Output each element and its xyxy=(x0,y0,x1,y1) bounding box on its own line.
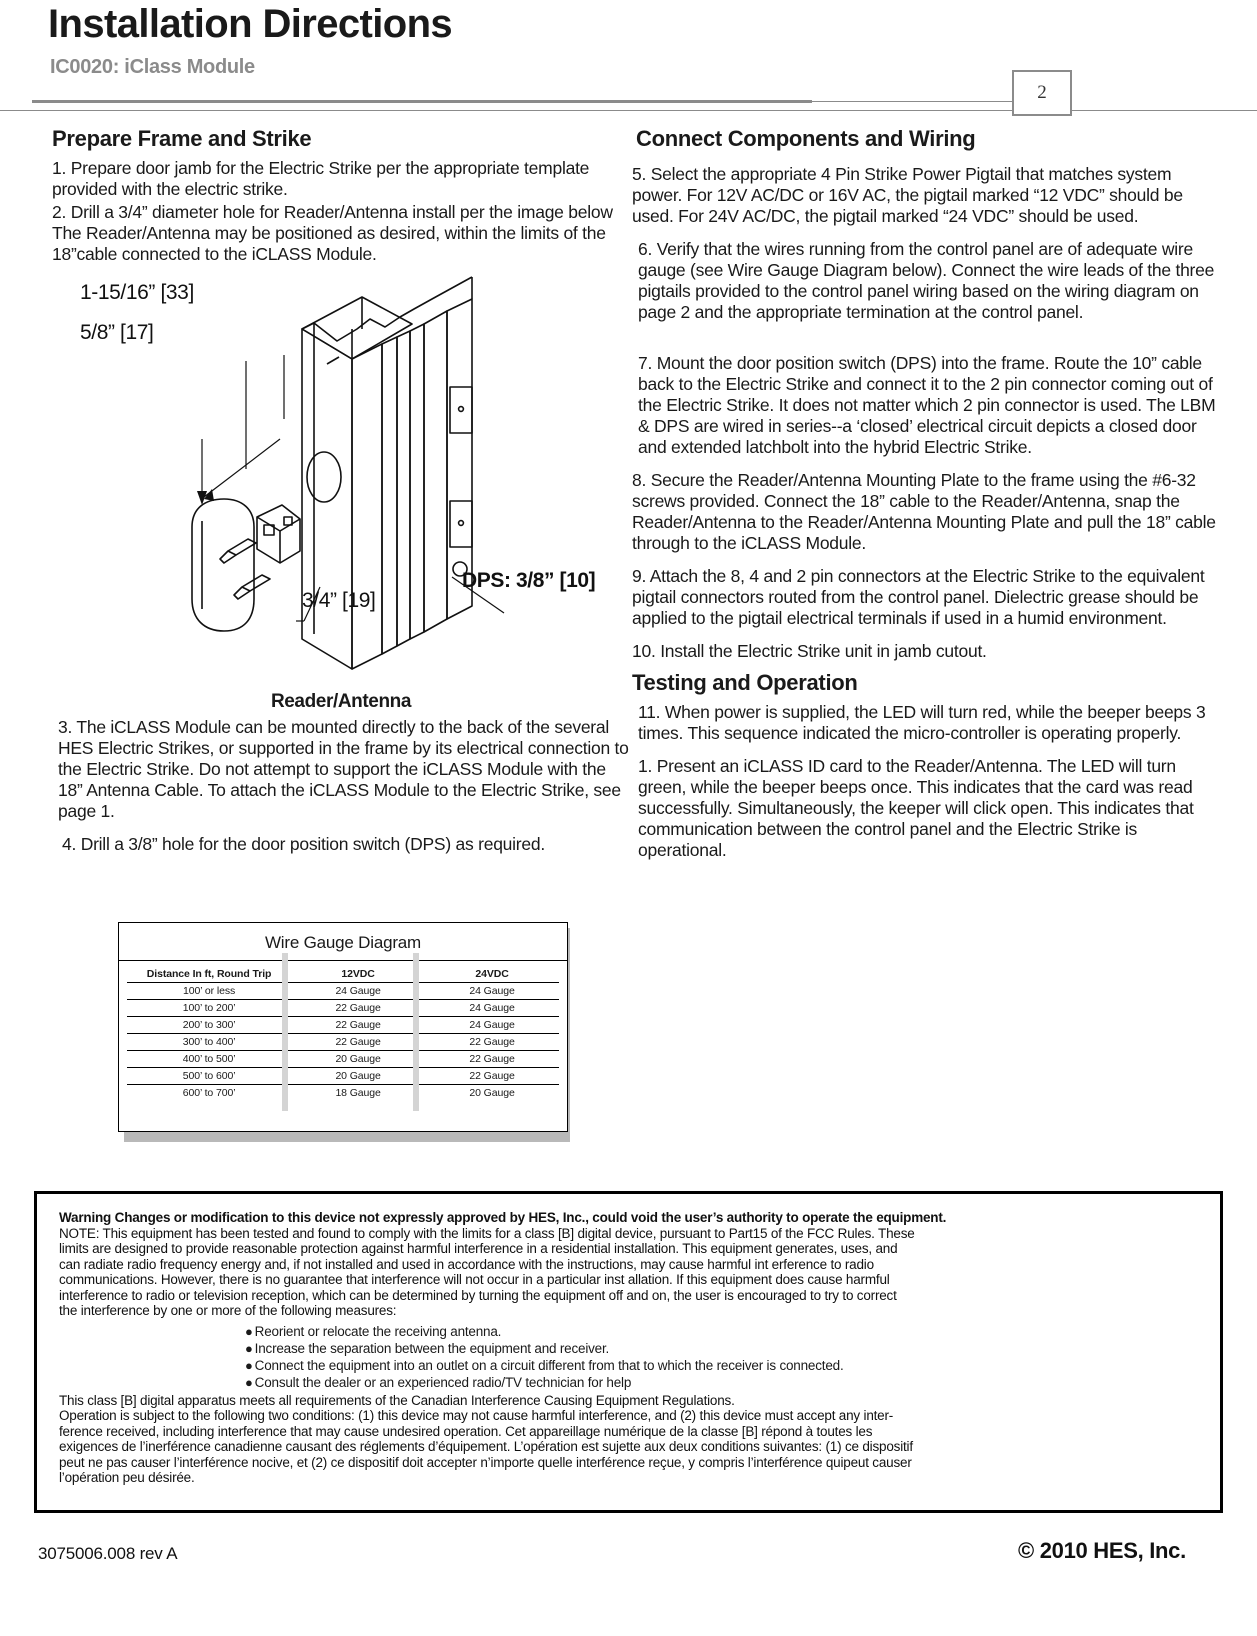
left-column xyxy=(52,126,630,857)
page-subtitle: IC0020: iClass Module xyxy=(50,56,255,78)
cell-12vdc: 22 Gauge xyxy=(291,1000,425,1017)
header-rule-connector xyxy=(812,101,1012,102)
list-item-label: Consult the dealer or an experienced radio/TV technician for help xyxy=(254,1374,632,1390)
cell-24vdc: 20 Gauge xyxy=(469,1087,515,1099)
cell-24vdc: 22 Gauge xyxy=(425,1051,559,1068)
step-9-text: 9. Attach the 8, 4 and 2 pin connectors at the Electric Strike to the equivalent pigtail connectors routed from the control panel. Dielectric grease should be applied to the pigtail electrical terminals if used in a humid environment. xyxy=(632,566,1205,628)
list-item xyxy=(59,1357,1202,1374)
cell-24vdc: 24 Gauge xyxy=(425,1000,559,1017)
cell-24vdc: 22 Gauge xyxy=(425,1034,559,1051)
warning-note-line-5: interference to radio or television reception, which can be determined by turning the equipment off and on, the user is encouraged to try to correct xyxy=(59,1287,897,1303)
step-7-text: 7. Mount the door position switch (DPS) into the frame. Route the 10” cable back to the Electric Strike and connect it to the 2 pin connector coming out of the Electric Strike. It does not matter which 2 pin connector is used. The LBM & DPS are wired in series--a ‘closed’ electrical circuit depicts a closed door and extended latchbolt into the hybrid Electric Strike. xyxy=(638,353,1216,457)
wire-gauge-diagram xyxy=(118,922,570,1142)
step-10-text: 10. Install the Electric Strike unit in jamb cutout. xyxy=(632,641,987,661)
table-row xyxy=(127,1085,559,1102)
warning-canadian-line-3: ference received, including interference that may cause undesired operation. Cet appareillage numérique de la classe [B] répond à toutes les xyxy=(59,1423,873,1439)
warning-canadian-line-2: Operation is subject to the following two conditions: (1) this device may not cause harmful interference, and (2) this device must accept any inter- xyxy=(59,1408,894,1423)
step-4-text: 4. Drill a 3/8” hole for the door position switch (DPS) as required. xyxy=(62,834,545,854)
warning-canadian-line-1: This class [B] digital apparatus meets all requirements of the Canadian Interference Causing Equipment Regulations. xyxy=(59,1392,735,1408)
cell-12vdc: 20 Gauge xyxy=(291,1068,425,1085)
step-1-text: 1. Prepare door jamb for the Electric Strike per the appropriate template provided with the electric strike. xyxy=(52,158,590,199)
step-12-text: 1. Present an iCLASS ID card to the Reader/Antenna. The LED will turn green, while the beeper beeps once. This indicates that the card was read successfully. Simultaneously, the keeper will click open. This indicates that communication between the control panel and the Electric Strike is operational. xyxy=(638,756,1194,860)
cell-12vdc: 22 Gauge xyxy=(291,1034,425,1051)
table-row xyxy=(127,1017,559,1034)
cell-distance: 100’ or less xyxy=(127,983,291,1000)
section-heading-testing-operation: Testing and Operation xyxy=(632,670,858,695)
dimension-label-bottom: 3/4” [19] xyxy=(302,589,376,612)
dimension-label-dps: DPS: 3/8” [10] xyxy=(462,569,596,592)
step-8-text: 8. Secure the Reader/Antenna Mounting Plate to the frame using the #6-32 screws provided. Connect the 18” cable to the Reader/Antenna, snap the Reader/Antenna to the Reader/Antenna Mounting Plate and pull the 18” cable through to the iCLASS Module. xyxy=(632,470,1216,553)
warning-note-line-2: limits are designed to provide reasonable protection against harmful interference in a residential installation. This equipment generates, uses, and xyxy=(59,1241,898,1256)
cell-distance: 400’ to 500’ xyxy=(127,1051,291,1068)
bullet-icon: ● xyxy=(245,1357,253,1373)
bullet-icon: ● xyxy=(245,1374,253,1390)
step-11-text: 11. When power is supplied, the LED will turn red, while the beeper beeps 3 times. This sequence indicated the micro-controller is operating properly. xyxy=(638,702,1206,743)
column-header-24vdc: 24VDC xyxy=(425,966,559,983)
step-2-text: 2. Drill a 3/4” diameter hole for Reader/Antenna install per the image below The Reader/Antenna may be positioned as desired, within the limits of the 18”cable connected to the iCLASS Module. xyxy=(52,202,613,264)
cell-24vdc: 24 Gauge xyxy=(425,1017,559,1034)
column-header-12vdc: 12VDC xyxy=(291,966,425,983)
table-row xyxy=(127,1051,559,1068)
footer-document-id: 3075006.008 rev A xyxy=(38,1544,178,1563)
step-3-text: 3. The iCLASS Module can be mounted directly to the back of the several HES Electric Strikes, or supported in the frame by its electrical connection to the Electric Strike. Do not attempt to support the iCLASS Module with the 18” Antenna Cable. To attach the iCLASS Module to the Electric Strike, see page 1. xyxy=(58,717,629,821)
page-number-badge: 2 xyxy=(1012,70,1072,116)
table-header-row xyxy=(127,966,559,983)
wire-gauge-box xyxy=(118,922,568,1132)
cell-24vdc: 24 Gauge xyxy=(425,983,559,1000)
table-row xyxy=(127,1068,559,1085)
right-column xyxy=(632,126,1222,863)
frame-strike-diagram xyxy=(52,269,630,689)
diagram-caption-reader-antenna: Reader/Antenna xyxy=(270,691,412,712)
table-divider-1 xyxy=(282,953,288,1111)
table-row xyxy=(127,983,559,1000)
cell-distance: 500’ to 600’ xyxy=(127,1068,291,1085)
table-row xyxy=(127,1034,559,1051)
cell-12vdc: 18 Gauge xyxy=(335,1087,381,1099)
warning-canadian-line-4: exigences de l’inerférence canadienne causant des réglements d’équipement. L’opération est sujette aux deux conditions suivantes: (1) ce dispositif xyxy=(59,1439,913,1454)
warning-canadian-line-5: peut ne pas causer l’interférence nocive, et (2) ce dispositif doit accepter n’importe quelle interférence reçue, y compris l’interférence quipeut causer xyxy=(59,1454,912,1470)
warning-note-line-6: the interference by one or more of the following measures: xyxy=(59,1303,397,1318)
dimension-label-second: 5/8” [17] xyxy=(80,321,154,344)
table-row xyxy=(127,1000,559,1017)
list-item-label: Reorient or relocate the receiving antenna. xyxy=(254,1323,502,1339)
list-item xyxy=(59,1323,1202,1340)
table-divider-2 xyxy=(413,953,419,1111)
list-item xyxy=(59,1374,1202,1391)
list-item-label: Connect the equipment into an outlet on a circuit different from that to which the receiver is connected. xyxy=(254,1357,844,1373)
warning-note-line-4: communications. However, there is no guarantee that interference will not occur in a particular inst allation. If this equipment does cause harmful xyxy=(59,1272,890,1287)
warning-note-line-1: NOTE: This equipment has been tested and found to comply with the limits for a class [B] digital device, pursuant to Part15 of the FCC Rules. These xyxy=(59,1225,915,1241)
cell-distance: 100’ to 200’ xyxy=(127,1000,291,1017)
cell-12vdc: 20 Gauge xyxy=(291,1051,425,1068)
bullet-icon: ● xyxy=(245,1340,253,1356)
wire-gauge-table xyxy=(127,966,559,1101)
warning-canadian-line-6: l’opération peu désirée. xyxy=(59,1470,195,1485)
header-rule-thick xyxy=(32,100,812,103)
cell-distance: 300’ to 400’ xyxy=(127,1034,291,1051)
list-item-label: Increase the separation between the equipment and receiver. xyxy=(254,1340,610,1356)
cell-distance: 200’ to 300’ xyxy=(127,1017,291,1034)
step-5-text: 5. Select the appropriate 4 Pin Strike Power Pigtail that matches system power. For 12V AC/DC or 16V AC, the pigtail marked “12 VDC” should be used. For 24V AC/DC, the pigtail marked “24 VDC” should be used. xyxy=(632,164,1183,226)
cell-12vdc: 22 Gauge xyxy=(291,1017,425,1034)
column-header-distance: Distance In ft, Round Trip xyxy=(127,966,291,983)
wire-gauge-title: Wire Gauge Diagram xyxy=(119,929,567,961)
footer-copyright: © 2010 HES, Inc. xyxy=(1018,1538,1186,1563)
list-item xyxy=(59,1340,1202,1357)
cell-12vdc: 24 Gauge xyxy=(291,983,425,1000)
page-title: Installation Directions xyxy=(48,2,453,46)
bullet-icon: ● xyxy=(245,1323,253,1339)
warning-headline: Warning Changes or modification to this device not expressly approved by HES, Inc., could void the user’s authority to operate the equipment. xyxy=(59,1210,947,1225)
warning-measures-list xyxy=(59,1323,1202,1391)
warning-note-line-3: can radiate radio frequency energy and, if not installed and used in accordance with the instructions, may cause harmful int erference to radio xyxy=(59,1256,874,1272)
fcc-warning-box xyxy=(34,1191,1223,1513)
cell-distance: 600’ to 700’ xyxy=(182,1087,236,1099)
cell-24vdc: 22 Gauge xyxy=(425,1068,559,1085)
section-heading-connect-components: Connect Components and Wiring xyxy=(636,126,976,151)
dimension-label-top: 1-15/16” [33] xyxy=(80,281,194,304)
step-6-text: 6. Verify that the wires running from the control panel are of adequate wire gauge (see Wire Gauge Diagram below). Connect the wire leads of the three pigtails provided to the control panel wiring based on the wiring diagram on page 2 and the appropriate termination at the control panel. xyxy=(638,239,1215,322)
section-heading-prepare-frame: Prepare Frame and Strike xyxy=(52,126,312,151)
